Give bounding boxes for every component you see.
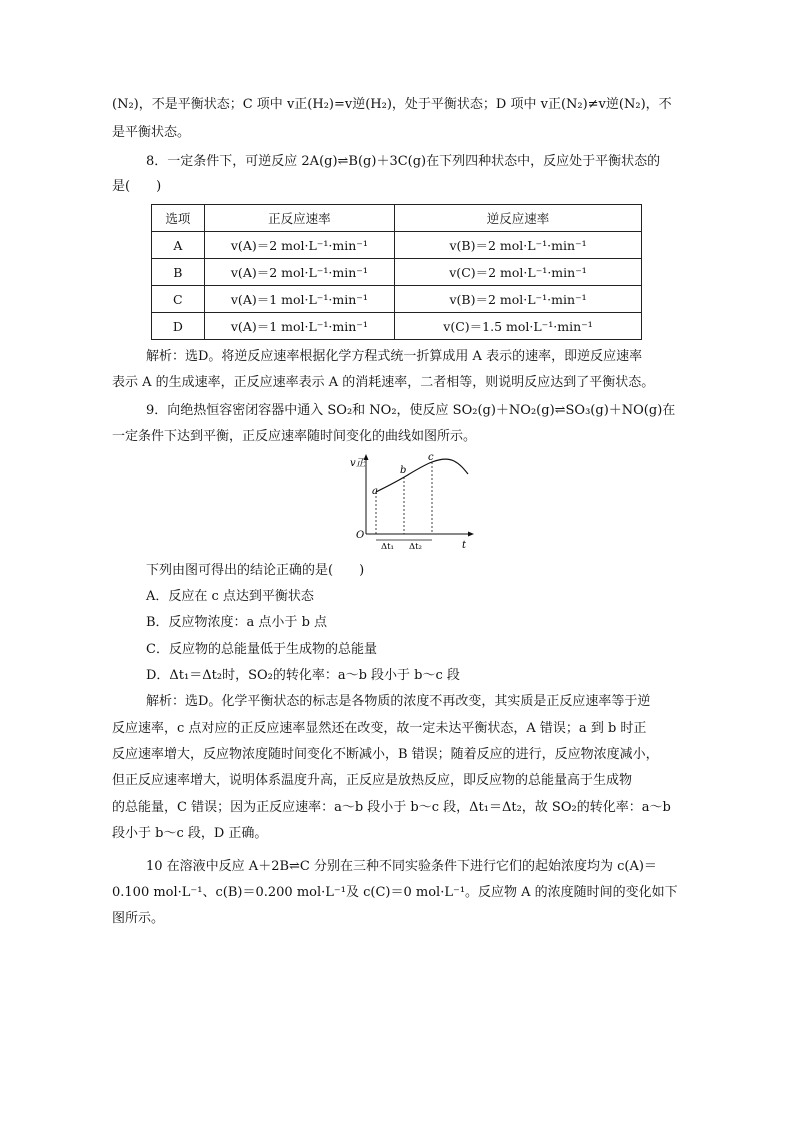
q9-analysis-line: 反应速率增大，反应物浓度随时间变化不断减小，B 错误；随着反应的进行，反应物浓度减小， bbox=[112, 747, 659, 762]
table-row bbox=[152, 259, 642, 286]
table-row bbox=[152, 232, 642, 259]
table-header-option: 选项 bbox=[152, 205, 205, 232]
q9-question: 下列由图可得出的结论正确的是( ) bbox=[146, 563, 365, 578]
q9-analysis-line: 反应速率，c 点对应的正反应速率显然还在改变，故一定未达平衡状态，A 错误；a 到 b 时正 bbox=[112, 721, 647, 736]
q9-analysis-line: 解析：选D。化学平衡状态的标志是各物质的浓度不再改变，其实质是正反应速率等于逆 bbox=[146, 694, 651, 709]
q9-stem-line-1: 9．向绝热恒容密闭容器中通入 SO₂和 NO₂，使反应 SO₂(g)＋NO₂(g)⇌SO₃(g)＋NO(g)在 bbox=[146, 403, 676, 418]
x-axis-arrow bbox=[468, 532, 474, 537]
table-header-forward-rate: 正反应速率 bbox=[204, 205, 394, 232]
table-cell-reverse: v(B)＝2 mol·L⁻¹·min⁻¹ bbox=[395, 232, 642, 259]
table-cell-forward: v(A)＝1 mol·L⁻¹·min⁻¹ bbox=[204, 286, 394, 313]
interval-dt1-label: Δt₁ bbox=[381, 542, 394, 552]
q8-analysis-line-1: 解析：选D。将逆反应速率根据化学方程式统一折算成用 A 表示的速率，即逆反应速率 bbox=[146, 349, 643, 364]
q8-analysis-line-2: 表示 A 的生成速率，正反应速率表示 A 的消耗速率，二者相等，则说明反应达到了平衡状态。 bbox=[112, 375, 655, 390]
q9-option-c: C．反应物的总能量低于生成物的总能量 bbox=[146, 642, 377, 657]
x-axis-label: t bbox=[462, 540, 467, 551]
table-row bbox=[152, 286, 642, 313]
table-cell-option: B bbox=[152, 259, 205, 286]
point-c-label: c bbox=[428, 452, 434, 463]
table-cell-forward: v(A)＝1 mol·L⁻¹·min⁻¹ bbox=[204, 313, 394, 340]
table-cell-reverse: v(C)＝1.5 mol·L⁻¹·min⁻¹ bbox=[395, 313, 642, 340]
q9-option-d: D．Δt₁＝Δt₂时，SO₂的转化率：a～b 段小于 b～c 段 bbox=[146, 668, 460, 683]
table-row bbox=[152, 313, 642, 340]
q10-stem-line-3: 图所示。 bbox=[112, 911, 165, 926]
q8-stem-line-2: 是( ) bbox=[112, 179, 162, 194]
q10-stem-line-1: 10 在溶液中反应 A＋2B⇌C 分别在三种不同实验条件下进行它们的起始浓度均为 c(A)＝ bbox=[146, 859, 657, 874]
table-cell-reverse: v(C)＝2 mol·L⁻¹·min⁻¹ bbox=[395, 259, 642, 286]
q9-analysis-line: 段小于 b～c 段，D 正确。 bbox=[112, 826, 268, 841]
interval-dt2-label: Δt₂ bbox=[409, 542, 422, 552]
q9-analysis-line: 但正反应速率增大，说明体系温度升高，正反应是放热反应，即反应物的总能量高于生成物 bbox=[112, 773, 633, 788]
q8-rate-table bbox=[151, 204, 642, 340]
q9-stem-line-2: 一定条件下达到平衡，正反应速率随时间变化的曲线如图所示。 bbox=[112, 429, 477, 444]
table-cell-forward: v(A)＝2 mol·L⁻¹·min⁻¹ bbox=[204, 232, 394, 259]
rate-curve bbox=[376, 459, 468, 492]
table-cell-option: D bbox=[152, 313, 205, 340]
table-cell-option: A bbox=[152, 232, 205, 259]
origin-label: O bbox=[356, 530, 365, 541]
y-axis-label: v正 bbox=[350, 458, 366, 469]
table-cell-forward: v(A)＝2 mol·L⁻¹·min⁻¹ bbox=[204, 259, 394, 286]
prev-answer-line-2: 是平衡状态。 bbox=[112, 125, 191, 140]
q8-stem-line-1: 8．一定条件下，可逆反应 2A(g)⇌B(g)＋3C(g)在下列四种状态中，反应处于平衡状态的 bbox=[146, 154, 661, 169]
q10-stem-line-2: 0.100 mol·L⁻¹、c(B)＝0.200 mol·L⁻¹及 c(C)＝0 mol·L⁻¹。反应物 A 的浓度随时间的变化如下 bbox=[112, 885, 678, 900]
table-cell-reverse: v(B)＝2 mol·L⁻¹·min⁻¹ bbox=[395, 286, 642, 313]
q9-option-a: A．反应在 c 点达到平衡状态 bbox=[146, 589, 314, 604]
table-header-row bbox=[152, 205, 642, 232]
rate-time-graph bbox=[340, 452, 480, 552]
point-b-label: b bbox=[400, 465, 407, 476]
q9-analysis-line: 的总能量，C 错误；因为正反应速率：a～b 段小于 b～c 段，Δt₁＝Δt₂，故 SO₂的转化率：a～b bbox=[112, 800, 671, 815]
table-cell-option: C bbox=[152, 286, 205, 313]
prev-answer-line-1: (N₂)，不是平衡状态；C 项中 v正(H₂)=v逆(H₂)，处于平衡状态；D 项中 v正(N₂)≠v逆(N₂)，不 bbox=[112, 97, 672, 112]
q9-option-b: B．反应物浓度：a 点小于 b 点 bbox=[146, 615, 328, 630]
table-header-reverse-rate: 逆反应速率 bbox=[395, 205, 642, 232]
point-a-label: a bbox=[372, 486, 378, 497]
